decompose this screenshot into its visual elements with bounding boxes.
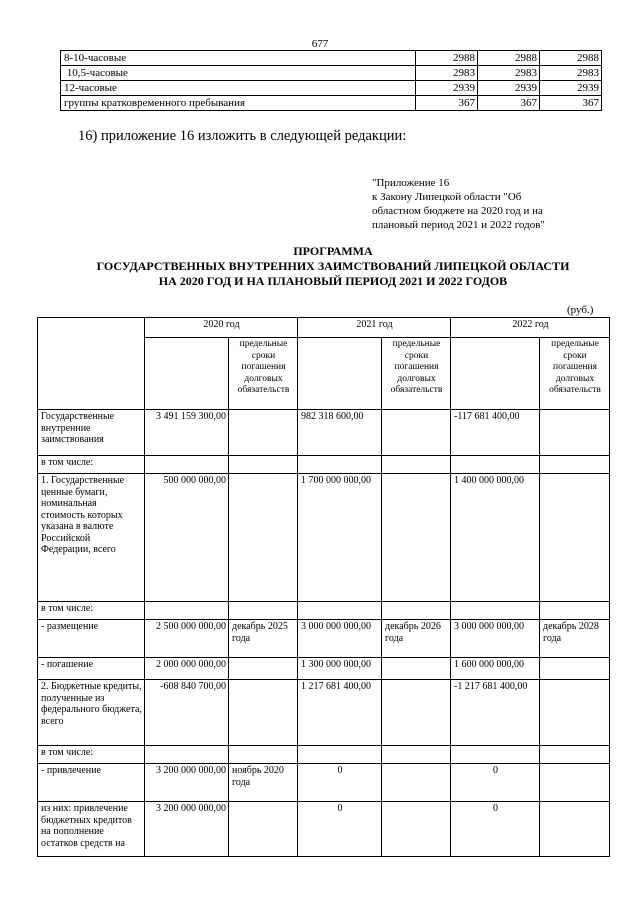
amount-cell: 3 200 000 000,00 <box>145 764 229 802</box>
borrowings-table <box>37 317 610 857</box>
amount-header <box>145 338 229 410</box>
rates-row <box>61 81 602 96</box>
rates-label-cell: 10,5-часовые <box>61 66 416 81</box>
term-cell <box>382 410 451 456</box>
term-cell <box>382 658 451 680</box>
table-row <box>38 602 610 620</box>
term-cell <box>540 456 610 474</box>
amount-cell: 0 <box>298 802 382 857</box>
term-cell <box>540 802 610 857</box>
term-cell <box>229 410 298 456</box>
amount-header <box>451 338 540 410</box>
term-cell <box>540 474 610 602</box>
term-cell <box>229 746 298 764</box>
amount-cell <box>145 602 229 620</box>
table-row <box>38 746 610 764</box>
year-header: 2022 год <box>451 318 610 338</box>
amount-cell <box>298 602 382 620</box>
program-title <box>0 244 640 289</box>
amount-cell: 2 500 000 000,00 <box>145 620 229 658</box>
rates-label-cell: 8-10-часовые <box>61 51 416 66</box>
title-line: НА 2020 ГОД И НА ПЛАНОВЫЙ ПЕРИОД 2021 И 2022 ГОДОВ <box>158 274 508 288</box>
title-line: ГОСУДАРСТВЕННЫХ ВНУТРЕННИХ ЗАИМСТВОВАНИЙ ЛИПЕЦКОЙ ОБЛАСТИ <box>96 259 570 273</box>
row-label-cell: в том числе: <box>38 602 145 620</box>
rates-row <box>61 66 602 81</box>
rates-label-cell: 12-часовые <box>61 81 416 96</box>
row-label-cell: в том числе: <box>38 746 145 764</box>
rates-label-cell: группы кратковременного пребывания <box>61 96 416 111</box>
rates-value-cell: 2939 <box>416 81 478 96</box>
term-cell <box>540 680 610 746</box>
term-cell <box>540 602 610 620</box>
term-header: предельные сроки погашения долговых обязательств <box>382 338 451 410</box>
amount-cell: 0 <box>298 764 382 802</box>
term-cell: декабрь 2028 года <box>540 620 610 658</box>
term-cell <box>229 456 298 474</box>
amount-cell <box>451 456 540 474</box>
amount-cell: 0 <box>451 764 540 802</box>
annex-note-line: "Приложение 16 <box>372 177 450 189</box>
term-cell <box>382 764 451 802</box>
table-row <box>38 680 610 746</box>
term-cell: декабрь 2025 года <box>229 620 298 658</box>
title-line: ПРОГРАММА <box>293 244 373 258</box>
amount-cell: 1 300 000 000,00 <box>298 658 382 680</box>
row-label-cell: 1. Государственные ценные бумаги, номинальная стоимость которых указана в валюте Российской Федерации, всего <box>38 474 145 602</box>
annex-note-line: к Закону Липецкой области "Об <box>372 191 522 203</box>
rates-row <box>61 96 602 111</box>
amount-cell: 2 000 000 000,00 <box>145 658 229 680</box>
rates-value-cell: 2939 <box>478 81 540 96</box>
rates-table <box>60 50 602 111</box>
header-empty-cell <box>38 318 145 410</box>
rates-value-cell: 367 <box>478 96 540 111</box>
term-cell <box>382 456 451 474</box>
annex-note-line: плановый период 2021 и 2022 годов" <box>372 219 545 231</box>
term-cell <box>540 658 610 680</box>
row-label-cell: 2. Бюджетные кредиты, полученные из федерального бюджета, всего <box>38 680 145 746</box>
amount-cell: 0 <box>451 802 540 857</box>
rates-value-cell: 2988 <box>540 51 602 66</box>
amendment-line: 16) приложение 16 изложить в следующей редакции: <box>78 128 407 144</box>
row-label-cell: - размещение <box>38 620 145 658</box>
term-cell <box>229 474 298 602</box>
row-label-cell: Государственные внутренние заимствования <box>38 410 145 456</box>
rates-value-cell: 367 <box>416 96 478 111</box>
currency-note: (руб.) <box>567 304 594 316</box>
rates-value-cell: 2983 <box>478 66 540 81</box>
rates-value-cell: 367 <box>540 96 602 111</box>
amount-cell: 3 200 000 000,00 <box>145 802 229 857</box>
amount-cell: 982 318 600,00 <box>298 410 382 456</box>
row-label-cell: - погашение <box>38 658 145 680</box>
amount-cell: 3 000 000 000,00 <box>298 620 382 658</box>
amount-cell: -117 681 400,00 <box>451 410 540 456</box>
amount-cell <box>145 456 229 474</box>
amount-cell <box>298 746 382 764</box>
term-cell <box>540 764 610 802</box>
term-cell <box>382 474 451 602</box>
row-label-cell: в том числе: <box>38 456 145 474</box>
page-number: 677 <box>311 38 329 50</box>
term-cell <box>382 602 451 620</box>
term-cell <box>382 680 451 746</box>
amount-cell: -608 840 700,00 <box>145 680 229 746</box>
table-row <box>38 620 610 658</box>
annex-note-line: областном бюджете на 2020 год и на <box>372 205 543 217</box>
amount-cell: 3 000 000 000,00 <box>451 620 540 658</box>
table-row <box>38 410 610 456</box>
year-header: 2020 год <box>145 318 298 338</box>
rates-value-cell: 2983 <box>540 66 602 81</box>
amount-cell: 1 700 000 000,00 <box>298 474 382 602</box>
term-cell <box>229 658 298 680</box>
amount-cell <box>298 456 382 474</box>
amount-cell: 1 600 000 000,00 <box>451 658 540 680</box>
table-row <box>38 802 610 857</box>
term-header: предельные сроки погашения долговых обязательств <box>540 338 610 410</box>
amount-cell <box>145 746 229 764</box>
term-header: предельные сроки погашения долговых обязательств <box>229 338 298 410</box>
amount-cell: 1 400 000 000,00 <box>451 474 540 602</box>
term-cell <box>540 410 610 456</box>
rates-value-cell: 2988 <box>416 51 478 66</box>
amount-cell: 1 217 681 400,00 <box>298 680 382 746</box>
term-cell <box>229 802 298 857</box>
rates-value-cell: 2988 <box>478 51 540 66</box>
amount-cell: 500 000 000,00 <box>145 474 229 602</box>
table-row <box>38 456 610 474</box>
row-label-cell: - привлечение <box>38 764 145 802</box>
term-cell <box>229 680 298 746</box>
term-cell: декабрь 2026 года <box>382 620 451 658</box>
term-cell <box>382 802 451 857</box>
amount-cell: -1 217 681 400,00 <box>451 680 540 746</box>
table-row <box>38 474 610 602</box>
term-cell <box>540 746 610 764</box>
amount-cell: 3 491 159 300,00 <box>145 410 229 456</box>
amount-header <box>298 338 382 410</box>
rates-row <box>61 51 602 66</box>
amount-cell <box>451 746 540 764</box>
term-cell <box>382 746 451 764</box>
table-row <box>38 764 610 802</box>
term-cell <box>229 602 298 620</box>
amount-cell <box>451 602 540 620</box>
row-label-cell: из них: привлечение бюджетных кредитов на пополнение остатков средств на <box>38 802 145 857</box>
year-header: 2021 год <box>298 318 451 338</box>
table-row <box>38 658 610 680</box>
term-cell: ноябрь 2020 года <box>229 764 298 802</box>
annex-note <box>372 176 612 232</box>
rates-value-cell: 2983 <box>416 66 478 81</box>
rates-value-cell: 2939 <box>540 81 602 96</box>
